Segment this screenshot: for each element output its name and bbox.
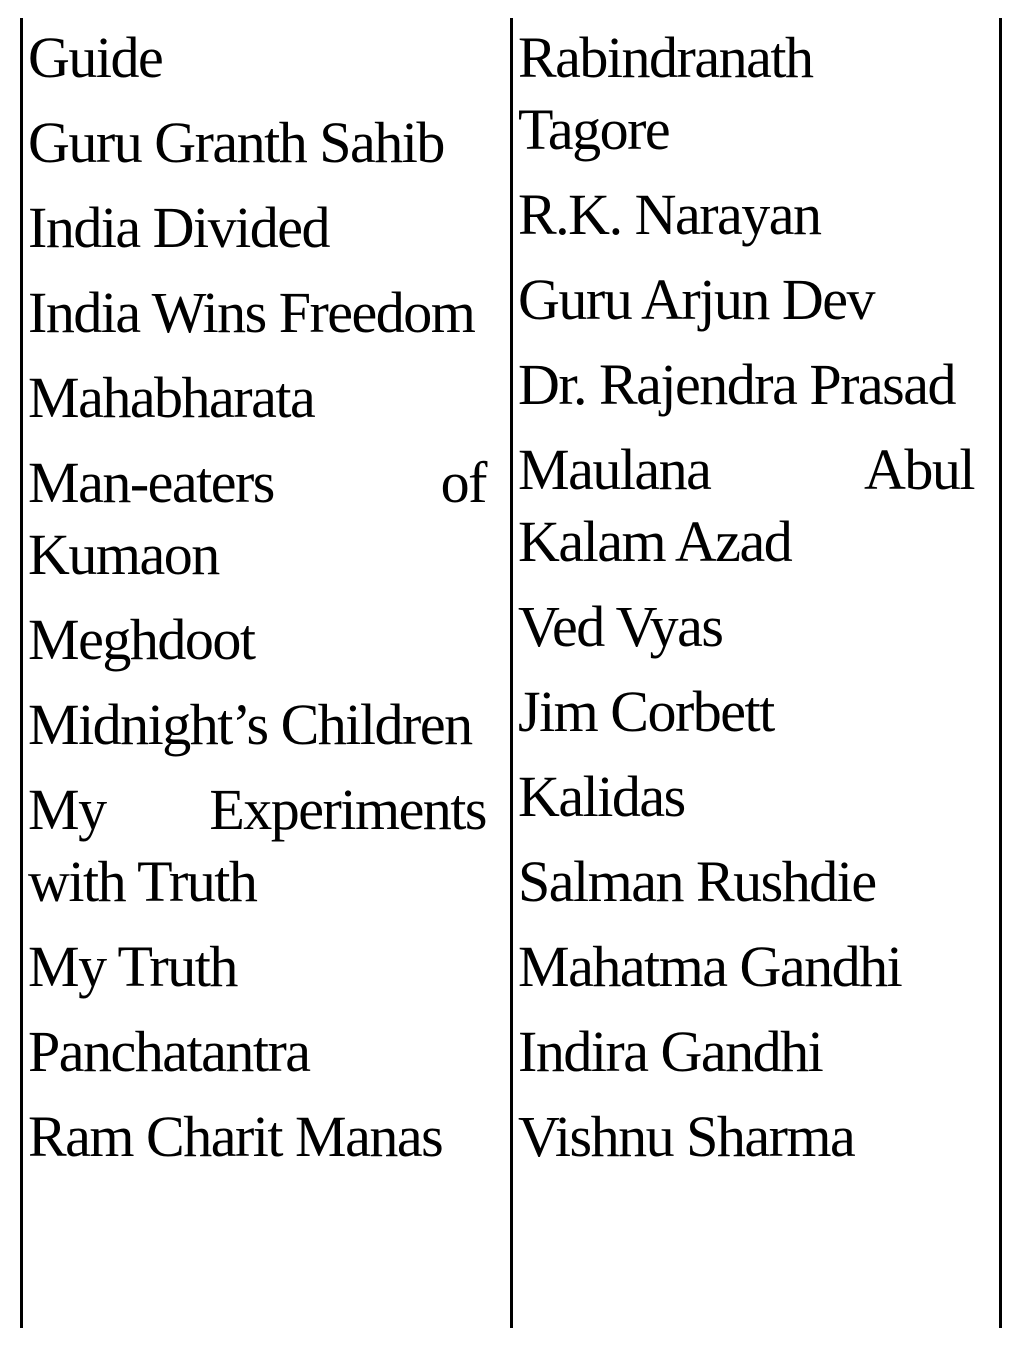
table-cell: Maulana Abul Kalam Azad (518, 437, 974, 574)
table-cell: Kalidas (518, 764, 685, 829)
table-cell: Meghdoot (28, 607, 255, 672)
author-column (518, 22, 974, 1186)
table-cell: Man-eaters of Kumaon (28, 450, 486, 587)
table-border-left (20, 18, 23, 1328)
table-cell: Guru Granth Sahib (28, 110, 444, 175)
table-cell: Ram Charit Manas (28, 1104, 443, 1169)
table-cell: India Divided (28, 195, 330, 260)
table-cell: Vishnu Sharma (518, 1104, 855, 1169)
table-cell: Mahatma Gandhi (518, 934, 902, 999)
table-cell: Guide (28, 25, 163, 90)
table-cell: R.K. Narayan (518, 182, 821, 247)
table-cell: India Wins Freedom (28, 280, 475, 345)
table-cell: Panchatantra (28, 1019, 310, 1084)
table-cell: Salman Rushdie (518, 849, 876, 914)
table-cell: Guru Arjun Dev (518, 267, 874, 332)
table-border-right (999, 18, 1002, 1328)
table-cell: Ved Vyas (518, 594, 723, 659)
table-cell: Mahabharata (28, 365, 315, 430)
table-cell: Midnight’s Children (28, 692, 472, 757)
table-cell: Dr. Rajendra Prasad (518, 352, 955, 417)
table-cell: Indira Gandhi (518, 1019, 823, 1084)
book-title-column (28, 22, 486, 1186)
table-column-divider (510, 18, 513, 1328)
table-cell: Jim Corbett (518, 679, 774, 744)
table-cell: Rabindranath Tagore (518, 25, 813, 162)
table-cell: My Experiments with Truth (28, 777, 486, 914)
table-cell: My Truth (28, 934, 237, 999)
